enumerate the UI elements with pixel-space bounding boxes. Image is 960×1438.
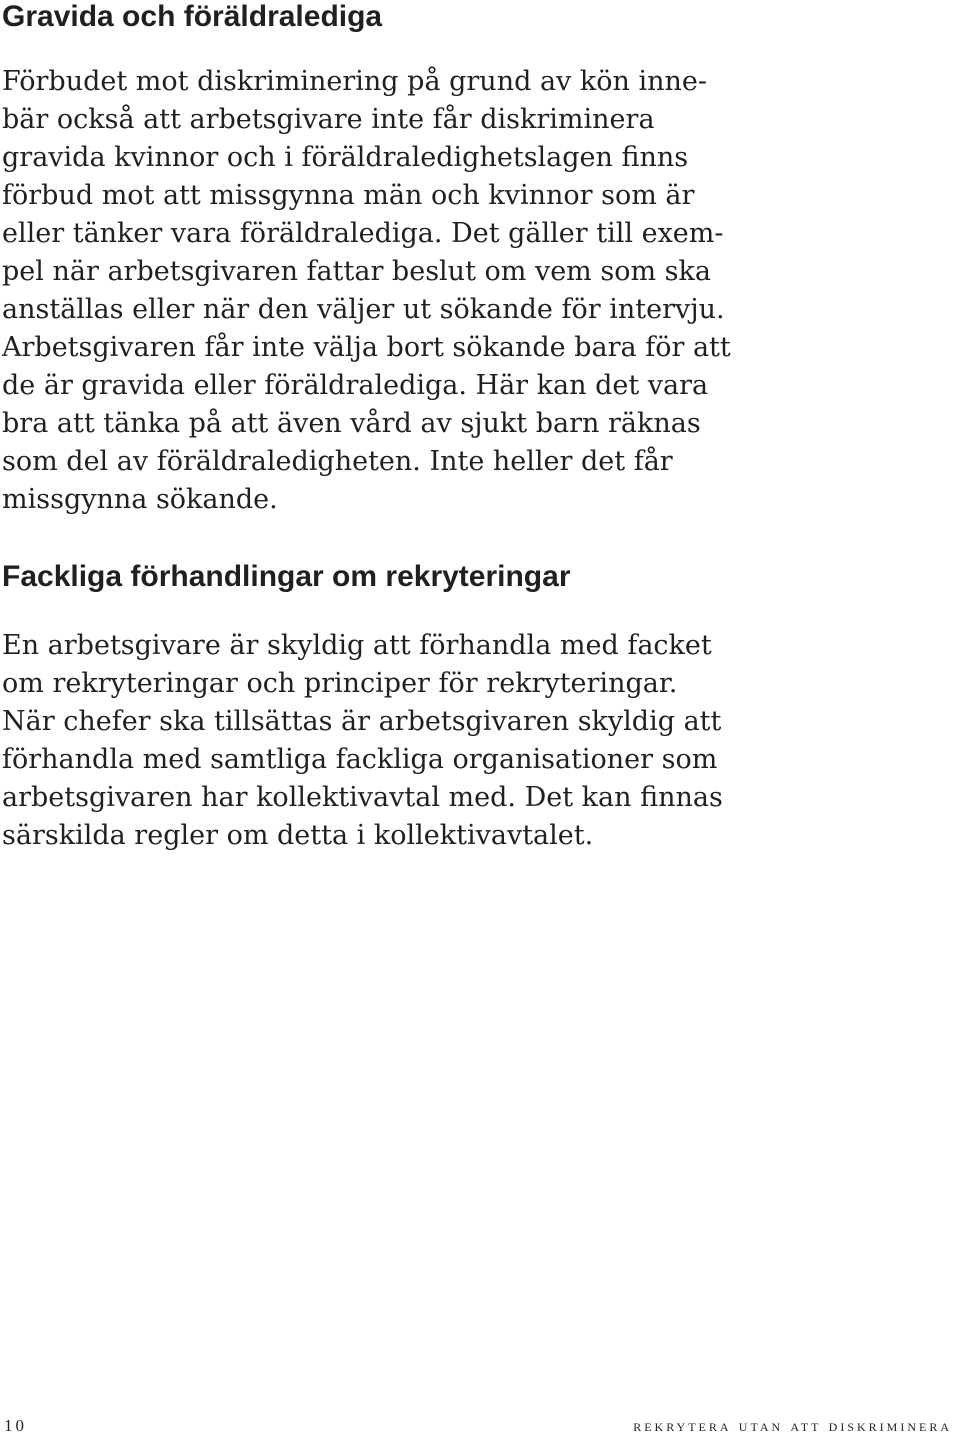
text-line: anställas eller när den väljer ut sökande för intervju. (2, 294, 725, 325)
running-title: rekrytera utan att diskriminera (633, 1416, 952, 1435)
page-number: 10 (4, 1416, 27, 1435)
text-line: En arbetsgivare är skyldig att förhandla med facket (2, 630, 712, 661)
text-line: särskilda regler om detta i kollektivavtalet. (2, 820, 594, 851)
text-line: När chefer ska tillsättas är arbetsgivaren skyldig att (2, 706, 722, 737)
text-line: missgynna sökande. (2, 484, 278, 515)
text-line: pel när arbetsgivaren fattar beslut om vem som ska (2, 256, 711, 287)
text-line: gravida kvinnor och i föräldraledighetslagen finns (2, 142, 689, 173)
text-line: förbud mot att missgynna män och kvinnor som är (2, 180, 695, 211)
text-line: de är gravida eller föräldralediga. Här kan det vara (2, 370, 709, 401)
text-line: bra att tänka på att även vård av sjukt barn räknas (2, 408, 701, 439)
text-line: Förbudet mot diskriminering på grund av kön inne- (2, 66, 707, 97)
section-heading-fackliga: Fackliga förhandlingar om rekryteringar (2, 560, 571, 593)
text-line: förhandla med samtliga fackliga organisationer som (2, 744, 718, 775)
text-line: arbetsgivaren har kollektivavtal med. Det kan finnas (2, 782, 723, 813)
text-line: bär också att arbetsgivare inte får diskriminera (2, 104, 655, 135)
section-heading-gravida: Gravida och föräldralediga (2, 0, 383, 33)
text-line: om rekryteringar och principer för rekryteringar. (2, 668, 678, 699)
text-line: Arbetsgivaren får inte välja bort sökande bara för att (2, 332, 731, 363)
text-line: eller tänker vara föräldralediga. Det gäller till exem- (2, 218, 724, 249)
text-line: som del av föräldraledigheten. Inte heller det får (2, 446, 673, 477)
body-paragraph-gravida (2, 63, 731, 519)
body-paragraph-fackliga (2, 627, 723, 855)
